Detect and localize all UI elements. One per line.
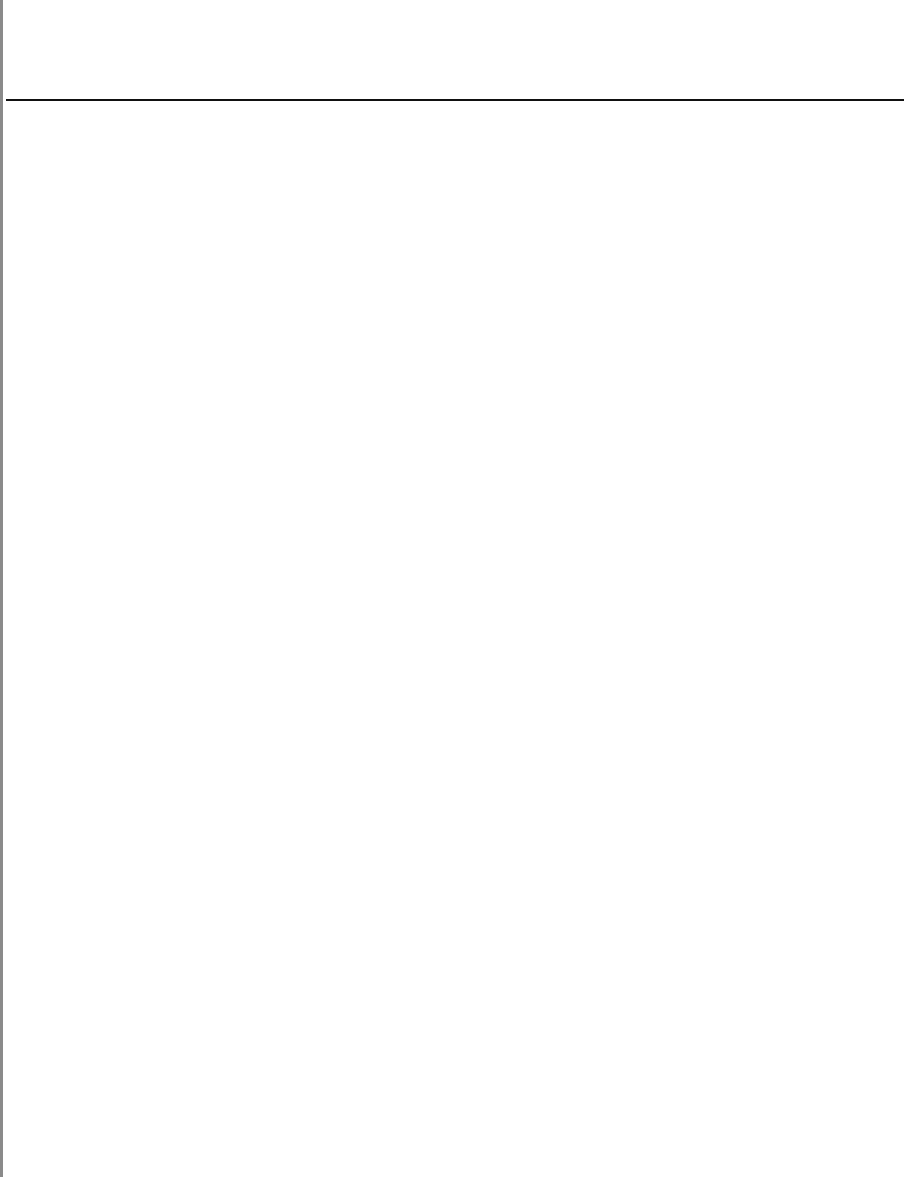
table-row bbox=[0, 528, 910, 549]
table-row bbox=[0, 113, 910, 134]
table-row bbox=[0, 382, 910, 403]
table-row bbox=[0, 758, 910, 779]
table-row bbox=[0, 841, 910, 862]
table-row bbox=[0, 653, 910, 674]
table-row bbox=[0, 820, 910, 841]
table-row bbox=[0, 1153, 910, 1174]
table-row bbox=[0, 154, 910, 175]
table-row bbox=[0, 424, 910, 445]
table-row bbox=[0, 737, 910, 758]
table-row bbox=[0, 716, 910, 737]
table-row bbox=[0, 987, 910, 1008]
header-divider bbox=[6, 99, 904, 101]
table-row bbox=[0, 549, 910, 570]
table-row bbox=[0, 465, 910, 486]
table-row bbox=[0, 340, 910, 361]
table-row bbox=[0, 507, 910, 528]
table-row bbox=[0, 862, 910, 883]
table-row bbox=[0, 945, 910, 966]
table-row bbox=[0, 299, 910, 320]
table-row bbox=[0, 1172, 910, 1193]
table-row bbox=[0, 882, 910, 903]
table-row bbox=[0, 695, 910, 716]
table-row bbox=[0, 799, 910, 820]
table-row bbox=[0, 1028, 910, 1049]
table-row bbox=[0, 633, 910, 654]
table-row bbox=[0, 612, 910, 633]
table-row bbox=[0, 591, 910, 612]
table-row bbox=[0, 1008, 910, 1029]
table-row bbox=[0, 778, 910, 799]
table-row bbox=[0, 1091, 910, 1112]
table-row bbox=[0, 1112, 910, 1133]
table-row bbox=[0, 570, 910, 591]
table-row bbox=[0, 1070, 910, 1091]
table-row bbox=[0, 257, 910, 278]
table-row bbox=[0, 1133, 910, 1154]
table-row bbox=[0, 674, 910, 695]
table-row bbox=[0, 1049, 910, 1070]
table-row bbox=[0, 966, 910, 987]
table-row bbox=[0, 195, 910, 216]
table-row bbox=[0, 903, 910, 924]
table-row bbox=[0, 486, 910, 507]
table-row bbox=[0, 924, 910, 945]
